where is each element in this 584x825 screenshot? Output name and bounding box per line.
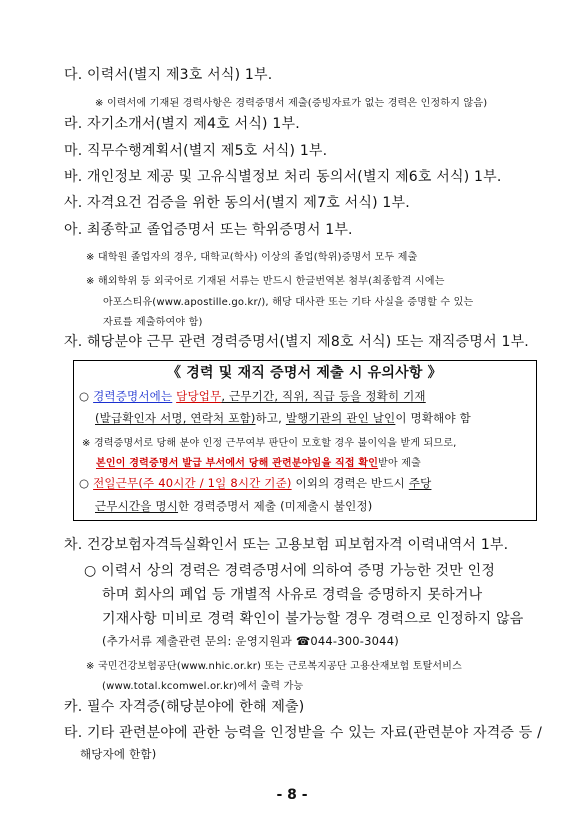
notice-bullet-3-line2 — [95, 498, 372, 514]
notice-bullet-2-line1: ※ 경력증명서로 당해 분야 인정 근무여부 판단이 모호할 경우 불이익을 받게 되므로, — [82, 438, 457, 449]
item-a-note2-line1: ※ 해외학위 등 외국어로 기재된 서류는 반드시 한글번역본 첨부(최종합격 시에는 — [86, 276, 445, 287]
item-cha-note-line2: (www.total.kcomwel.or.kr)에서 출력 가능 — [102, 681, 304, 692]
item-ba: 바. 개인정보 제공 및 고유식별정보 처리 동의서(별지 제6호 서식) 1부. — [64, 169, 502, 185]
item-cha-note-line1: ※ 국민건강보험공단(www.nhic.or.kr) 또는 근로복지공단 고용산재보험 토탈서비스 — [86, 661, 463, 672]
notice-duty-label: 담당업무 — [176, 389, 222, 403]
notice-bullet-1-mid: 하고, — [255, 411, 286, 425]
notice-bullet-3-mid: 이외의 경력은 반드시 — [291, 476, 409, 490]
notice-fulltime-criteria: 전일근무(주 40시간 / 1일 8시간 기준) — [93, 476, 292, 490]
notice-direct-confirm: 본인이 경력증명서 발급 부서에서 당해 관련분야임을 직접 확인 — [96, 458, 379, 469]
item-ta-line2: 해당자에 한함) — [80, 747, 157, 761]
item-a: 아. 최종학교 졸업증명서 또는 학위증명서 1부. — [64, 222, 353, 238]
notice-bullet-1-line1 — [79, 388, 426, 404]
item-ta-line1: 타. 기타 관련분야에 관한 능력을 인정받을 수 있는 자료(관련분야 자격증 등 / — [64, 725, 543, 741]
item-a-note2-line3: 자료를 제출하여야 함) — [103, 317, 203, 328]
item-sa: 사. 자격요건 검증을 위한 동의서(별지 제7호 서식) 1부. — [64, 195, 410, 211]
notice-career-cert-label: 경력증명서에는 — [93, 389, 173, 403]
item-cha-contact: (추가서류 제출관련 문의: 운영지원과 ☎044-300-3044) — [102, 634, 399, 648]
notice-bullet-3-end: 한 경력증명서 제출 (미제출시 불인정) — [178, 499, 373, 513]
notice-seal-note: 발행기관의 관인 날인 — [285, 411, 396, 425]
item-a-note1: ※ 대학원 졸업자의 경우, 대학교(학사) 이상의 졸업(학위)증명서 모두 제출 — [86, 252, 418, 263]
notice-work-hours-label: 근무시간을 명시 — [95, 499, 179, 513]
item-ra: 라. 자기소개서(별지 제4호 서식) 1부. — [64, 116, 300, 132]
item-cha: 차. 건강보험자격득실확인서 또는 고용보험 피보험자격 이력내역서 1부. — [64, 537, 509, 553]
notice-bullet-1-rest: , 근무기간, 직위, 직급 등을 정확히 기재 — [221, 389, 426, 403]
item-cha-para-line3: 기재사항 미비로 경력 확인이 불가능할 경우 경력으로 인정하지 않음 — [102, 611, 524, 627]
item-da: 다. 이력서(별지 제3호 서식) 1부. — [64, 67, 273, 83]
notice-title: 《 경력 및 재직 증명서 제출 시 유의사항 》 — [167, 365, 442, 381]
notice-weekly-label: 주당 — [408, 476, 432, 490]
page-number: - 8 - — [276, 787, 308, 803]
bullet-circle-icon: ○ — [79, 389, 90, 403]
item-ja: 자. 해당분야 근무 관련 경력증명서(별지 제8호 서식) 또는 재직증명서 1부. — [64, 334, 529, 350]
item-ka: 카. 필수 자격증(해당분야에 한해 제출) — [64, 699, 305, 715]
item-cha-para-line1: ○ 이력서 상의 경력은 경력증명서에 의하여 증명 가능한 것만 인정 — [84, 563, 496, 579]
notice-bullet-3-line1 — [79, 475, 431, 491]
notice-signature-note: (발급확인자 서명, 연락처 포함) — [95, 411, 256, 425]
item-ma: 마. 직무수행계획서(별지 제5호 서식) 1부. — [64, 143, 328, 159]
item-cha-para-line2: 하며 회사의 폐업 등 개별적 사유로 경력을 증명하지 못하거나 — [102, 587, 483, 603]
notice-bullet-1-end: 이 명확해야 함 — [395, 411, 471, 425]
notice-bullet-2-line2 — [96, 454, 421, 469]
item-a-note2-line2: 아포스티유(www.apostille.go.kr/), 해당 대사관 또는 기타 사실을 증명할 수 있는 — [103, 297, 474, 308]
item-da-note: ※ 이력서에 기재된 경력사항은 경력증명서 제출(증빙자료가 없는 경력은 인정하지 않음) — [95, 98, 488, 109]
notice-bullet-1-line2 — [95, 410, 471, 426]
notice-bullet-2-end: 받아 제출 — [378, 458, 421, 469]
bullet-circle-icon: ○ — [79, 476, 90, 490]
